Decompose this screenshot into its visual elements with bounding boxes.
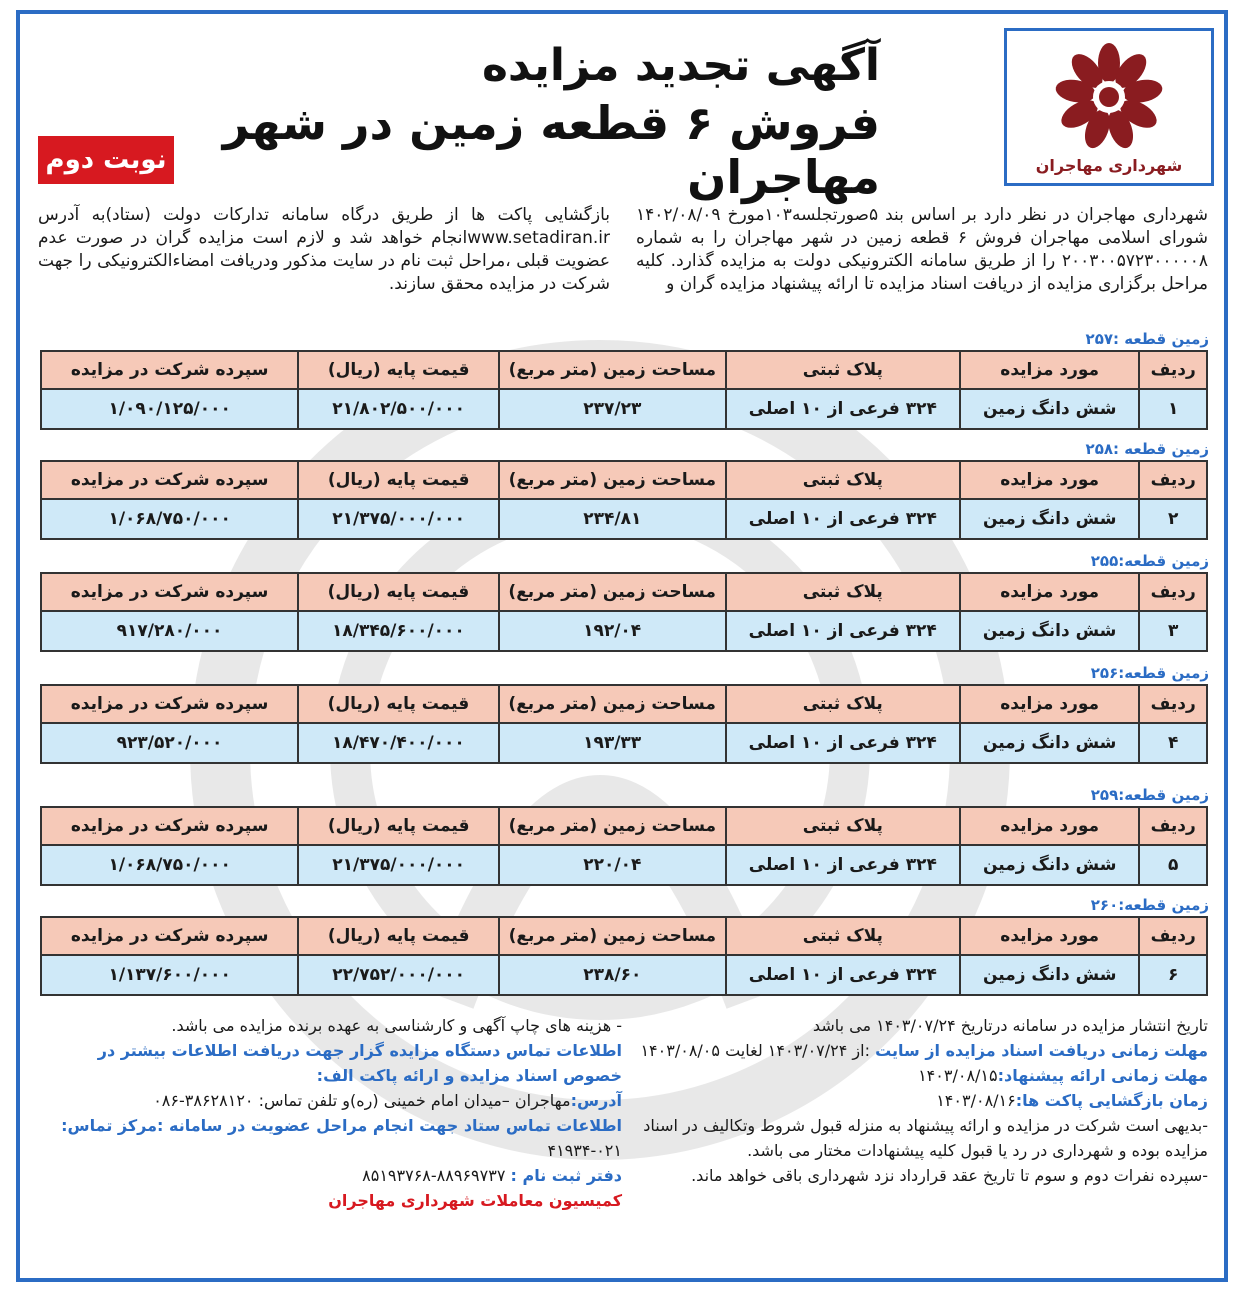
notice-title: آگهی تجدید مزایده xyxy=(481,40,880,91)
column-header: سپرده شرکت در مزایده xyxy=(41,807,298,845)
lot-area: ۲۲۰/۰۴ xyxy=(499,845,726,885)
column-header: مورد مزایده xyxy=(960,807,1139,845)
lot-row: ۴ xyxy=(1139,723,1207,763)
column-header: سپرده شرکت در مزایده xyxy=(41,917,298,955)
lot-price: ۲۲/۷۵۲/۰۰۰/۰۰۰ xyxy=(298,955,499,995)
column-header: ردیف xyxy=(1139,461,1207,499)
intro-paragraph-right: شهرداری مهاجران در نظر دارد بر اساس بند ۵صورتجلسه۱۰۳مورخ ۱۴۰۲/۰۸/۰۹ شورای اسلامی مهاجران فروش ۶ قطعه زمین در شهر مهاجران را به شماره ۲۰۰۳۰۰۵۷۲۳۰۰۰۰۰۸ را از طریق سامانه الکترونیکی دولت به مزایده گذارد. کلیه مراحل برگزاری مزایده از دریافت اسناد مزایده تا ارائه پیشنهاد مزایده گران و xyxy=(636,205,1209,294)
registration-office-label: دفتر ثبت نام : xyxy=(510,1166,622,1185)
lot-row: ۱ xyxy=(1139,389,1207,429)
logo-caption: شهرداری مهاجران xyxy=(1035,156,1183,175)
lot-table xyxy=(40,916,1208,996)
lot-table xyxy=(40,460,1208,540)
footer-left xyxy=(38,1013,622,1213)
column-header: قیمت پایه (ریال) xyxy=(298,807,499,845)
intro-paragraph-left: بازگشایی پاکت ها از طریق درگاه سامانه تدارکات دولت (ستاد)به آدرس www.setadiran.irانجام خواهد شد و لازم است مزایده گران در صورت عدم عضویت قبلی ،مراحل ثبت نام در سایت مذکور ودریافت امضاءالکترونیکی را جهت شرکت در مزایده محقق سازند. xyxy=(38,205,610,294)
lot-row: ۵ xyxy=(1139,845,1207,885)
note-conditions: -بدیهی است شرکت در مزایده و ارائه پیشنهاد به منزله قبول شروط وتکالیف در اسناد مزایده بوده و شهرداری در رد یا قبول کلیه پیشنهادات مختار می باشد. xyxy=(643,1116,1208,1160)
lot-deposit: ۹۲۳/۵۲۰/۰۰۰ xyxy=(41,723,298,763)
column-header: ردیف xyxy=(1139,351,1207,389)
opening-date-label: زمان بازگشایی پاکت ها: xyxy=(1015,1091,1208,1110)
lot-item: شش دانگ زمین xyxy=(960,955,1139,995)
column-header: پلاک ثبتی xyxy=(726,351,960,389)
lot-deposit: ۱/۰۶۸/۷۵۰/۰۰۰ xyxy=(41,499,298,539)
lot-price: ۲۱/۳۷۵/۰۰۰/۰۰۰ xyxy=(298,845,499,885)
lot-table xyxy=(40,572,1208,652)
column-header: مورد مزایده xyxy=(960,351,1139,389)
lot-plaque: ۳۲۴ فرعی از ۱۰ اصلی xyxy=(726,499,960,539)
column-header: مساحت زمین (متر مربع) xyxy=(499,807,726,845)
lot-plaque: ۳۲۴ فرعی از ۱۰ اصلی xyxy=(726,955,960,995)
column-header: پلاک ثبتی xyxy=(726,685,960,723)
column-header: مورد مزایده xyxy=(960,917,1139,955)
lot-area: ۲۳۴/۸۱ xyxy=(499,499,726,539)
column-header: سپرده شرکت در مزایده xyxy=(41,573,298,611)
flower-emblem-icon xyxy=(1007,35,1211,165)
lot-plaque: ۳۲۴ فرعی از ۱۰ اصلی xyxy=(726,845,960,885)
column-header: قیمت پایه (ریال) xyxy=(298,573,499,611)
address-label: آدرس: xyxy=(570,1091,622,1110)
lot-deposit: ۱/۱۳۷/۶۰۰/۰۰۰ xyxy=(41,955,298,995)
column-header: پلاک ثبتی xyxy=(726,461,960,499)
lot-label: زمین قطعه:۲۵۵ xyxy=(1090,552,1209,570)
offer-deadline-label: مهلت زمانی ارائه پیشنهاد: xyxy=(997,1066,1208,1085)
lot-price: ۱۸/۳۴۵/۶۰۰/۰۰۰ xyxy=(298,611,499,651)
lot-area: ۱۹۳/۳۳ xyxy=(499,723,726,763)
column-header: ردیف xyxy=(1139,807,1207,845)
column-header: سپرده شرکت در مزایده xyxy=(41,461,298,499)
lot-price: ۲۱/۸۰۲/۵۰۰/۰۰۰ xyxy=(298,389,499,429)
opening-date-value: ۱۴۰۳/۰۸/۱۶ xyxy=(936,1091,1016,1110)
lot-price: ۲۱/۳۷۵/۰۰۰/۰۰۰ xyxy=(298,499,499,539)
lot-area: ۱۹۲/۰۴ xyxy=(499,611,726,651)
lot-label: زمین قطعه :۲۵۷ xyxy=(1085,330,1209,348)
column-header: سپرده شرکت در مزایده xyxy=(41,685,298,723)
lot-row: ۶ xyxy=(1139,955,1207,995)
municipality-logo xyxy=(1004,28,1214,186)
column-header: قیمت پایه (ریال) xyxy=(298,917,499,955)
column-header: مساحت زمین (متر مربع) xyxy=(499,917,726,955)
lot-row: ۳ xyxy=(1139,611,1207,651)
lot-item: شش دانگ زمین xyxy=(960,845,1139,885)
lot-item: شش دانگ زمین xyxy=(960,389,1139,429)
lot-deposit: ۱/۰۹۰/۱۲۵/۰۰۰ xyxy=(41,389,298,429)
column-header: سپرده شرکت در مزایده xyxy=(41,351,298,389)
lot-area: ۲۳۷/۲۳ xyxy=(499,389,726,429)
lot-item: شش دانگ زمین xyxy=(960,723,1140,763)
publish-date: تاریخ انتشار مزایده در سامانه درتاریخ ۱۴۰۳/۰۷/۲۴ می باشد xyxy=(812,1016,1208,1035)
column-header: پلاک ثبتی xyxy=(726,917,960,955)
column-header: ردیف xyxy=(1139,917,1207,955)
signature: کمیسیون معاملات شهرداری مهاجران xyxy=(328,1191,622,1210)
column-header: مساحت زمین (متر مربع) xyxy=(499,351,726,389)
setad-contact-title: اطلاعات تماس ستاد جهت انجام مراحل عضویت در سامانه :مرکز تماس: xyxy=(61,1116,622,1135)
lot-deposit: ۹۱۷/۲۸۰/۰۰۰ xyxy=(41,611,298,651)
column-header: قیمت پایه (ریال) xyxy=(298,461,499,499)
docs-deadline-label: مهلت زمانی دریافت اسناد مزایده از سایت xyxy=(875,1041,1208,1060)
column-header: ردیف xyxy=(1139,685,1207,723)
lot-plaque: ۳۲۴ فرعی از ۱۰ اصلی xyxy=(726,723,960,763)
notice-subtitle: فروش ۶ قطعه زمین در شهر مهاجران xyxy=(222,96,880,204)
column-header: قیمت پایه (ریال) xyxy=(298,351,499,389)
column-header: قیمت پایه (ریال) xyxy=(298,685,499,723)
lot-deposit: ۱/۰۶۸/۷۵۰/۰۰۰ xyxy=(41,845,298,885)
column-header: پلاک ثبتی xyxy=(726,573,960,611)
column-header: مساحت زمین (متر مربع) xyxy=(499,461,726,499)
lot-label: زمین قطعه:۲۵۹ xyxy=(1090,786,1209,804)
note-deposit: -سپرده نفرات دوم و سوم تا تاریخ عقد قرارداد نزد شهرداری باقی خواهد ماند. xyxy=(691,1166,1208,1185)
lot-label: زمین قطعه:۲۵۶ xyxy=(1090,664,1209,682)
lot-area: ۲۳۸/۶۰ xyxy=(499,955,726,995)
lot-table xyxy=(40,806,1208,886)
lot-label: زمین قطعه :۲۵۸ xyxy=(1085,440,1209,458)
registration-office-phone: ۸۸۹۶۹۷۳۷-۸۵۱۹۳۷۶۸ xyxy=(362,1166,506,1185)
footer-right xyxy=(636,1013,1208,1188)
column-header: مورد مزایده xyxy=(960,573,1140,611)
lot-item: شش دانگ زمین xyxy=(960,499,1139,539)
column-header: مساحت زمین (متر مربع) xyxy=(499,573,726,611)
address-value: مهاجران –میدان امام خمینی (ره)و تلفن تماس: ۳۸۶۲۸۱۲۰-۰۸۶ xyxy=(153,1091,571,1110)
setad-phone: ۴۱۹۳۴-۰۲۱ xyxy=(547,1141,622,1160)
lot-table xyxy=(40,684,1208,764)
lot-table xyxy=(40,350,1208,430)
offer-deadline-value: ۱۴۰۳/۰۸/۱۵ xyxy=(918,1066,998,1085)
lot-label: زمین قطعه:۲۶۰ xyxy=(1090,896,1209,914)
column-header: مورد مزایده xyxy=(960,685,1140,723)
lot-plaque: ۳۲۴ فرعی از ۱۰ اصلی xyxy=(726,389,960,429)
lot-item: شش دانگ زمین xyxy=(960,611,1140,651)
column-header: ردیف xyxy=(1139,573,1207,611)
cost-note: - هزینه های چاپ آگهی و کارشناسی به عهده برنده مزایده می باشد. xyxy=(171,1016,622,1035)
lot-price: ۱۸/۴۷۰/۴۰۰/۰۰۰ xyxy=(298,723,499,763)
column-header: مساحت زمین (متر مربع) xyxy=(499,685,726,723)
docs-deadline-value: :از ۱۴۰۳/۰۷/۲۴ لغایت ۱۴۰۳/۰۸/۰۵ xyxy=(640,1041,870,1060)
column-header: مورد مزایده xyxy=(960,461,1139,499)
lot-plaque: ۳۲۴ فرعی از ۱۰ اصلی xyxy=(726,611,960,651)
contact-title: اطلاعات تماس دستگاه مزایده گزار جهت دریافت اطلاعات بیشتر در خصوص اسناد مزایده و ارائه پاکت الف: xyxy=(97,1041,622,1085)
round-badge: نوبت دوم xyxy=(38,136,174,184)
column-header: پلاک ثبتی xyxy=(726,807,960,845)
lot-row: ۲ xyxy=(1139,499,1207,539)
